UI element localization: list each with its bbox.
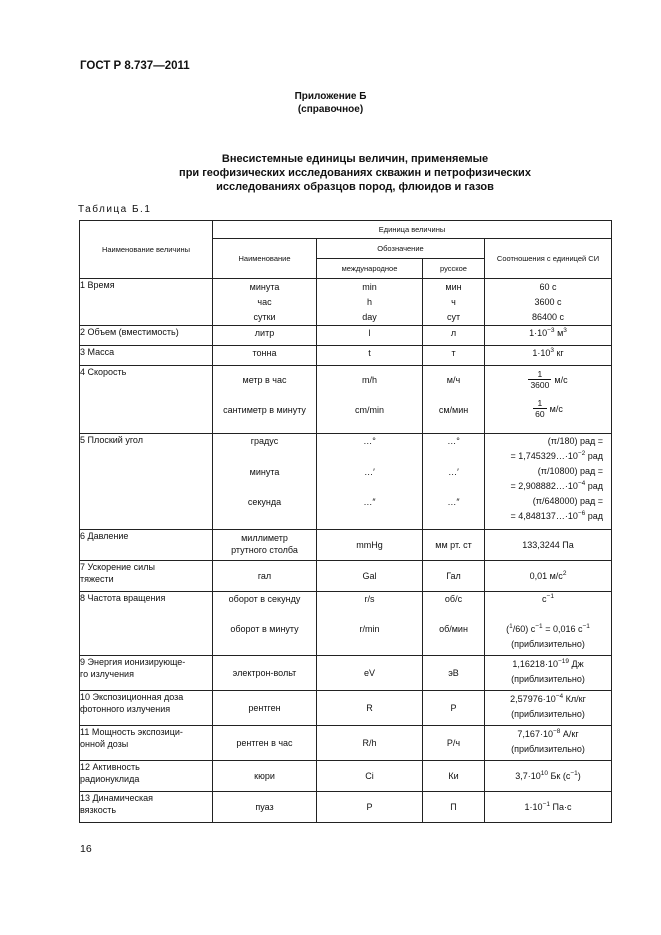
rus-symbol: ч <box>451 297 456 307</box>
unit-name: рентген в час <box>213 726 317 761</box>
rus-symbol: …″ <box>447 497 460 507</box>
unit-name: градус <box>250 436 279 446</box>
rus-symbol: эВ <box>423 656 485 691</box>
si-relation: $\frac{1}{3600}$ м/с <box>530 369 568 390</box>
header-designation: Обозначение <box>317 239 485 259</box>
unit-name: час <box>257 297 272 307</box>
quantity-dynamic-viscosity: 13 Динамическая вязкость <box>80 792 213 823</box>
si-relations <box>485 434 612 530</box>
header-quantity-name: Наименование величины <box>80 221 213 279</box>
intl-symbol: …″ <box>363 497 376 507</box>
intl-symbol: R/h <box>317 726 423 761</box>
quantity-time: 1 Время <box>80 279 213 326</box>
title-line-3: исследованиях образцов пород, флюидов и газов <box>216 181 494 193</box>
si-relation: = $1,745329\dots\cdot 10^{-2}$ рад <box>510 450 604 461</box>
appendix-title: Приложение Б <box>294 91 367 102</box>
rus-symbol: Ки <box>423 761 485 792</box>
si-relation: (π/648000) рад = <box>532 496 604 506</box>
intl-symbol: r/min <box>359 624 380 634</box>
si-relation: $1\cdot 10^{-3}$ $м^3$ <box>485 326 612 346</box>
rus-symbol: …′ <box>448 467 459 477</box>
intl-symbol: h <box>366 297 372 307</box>
unit-name: оборот в минуту <box>230 624 299 634</box>
si-relation: 3600 с <box>534 297 562 307</box>
unit-name: миллиметр ртутного столба <box>213 530 317 561</box>
table-row <box>80 691 612 726</box>
unit-name: метр в час <box>242 375 287 385</box>
intl-symbol: Gal <box>317 561 423 592</box>
units-table <box>79 220 612 823</box>
table-row <box>80 366 612 434</box>
header-si-relation: Соотношения с единицей СИ <box>485 239 612 279</box>
si-relation: $1,16218\cdot 10^{-19}$ Дж (приблизительно) <box>485 656 612 691</box>
quantity-exposure-dose: 10 Экспозиционная доза фотонного излучения <box>80 691 213 726</box>
table-row <box>80 530 612 561</box>
si-relation: 60 с <box>539 282 557 292</box>
unit-name: кюри <box>213 761 317 792</box>
unit-name: рентген <box>213 691 317 726</box>
unit-name: сантиметр в минуту <box>223 405 306 415</box>
si-relation: = $2,908882\dots\cdot 10^{-4}$ рад <box>510 480 604 491</box>
rus-symbol: т <box>423 346 485 366</box>
header-unit-group: Единица величины <box>213 221 612 239</box>
unit-name: литр <box>213 326 317 346</box>
quantity-exposure-dose-rate: 11 Мощность экспозици- онной дозы <box>80 726 213 761</box>
intl-symbol: l <box>317 326 423 346</box>
intl-symbol: m/h <box>361 375 377 385</box>
si-relations <box>485 592 612 656</box>
table-row <box>80 792 612 823</box>
intl-symbols <box>317 592 423 656</box>
intl-symbol: eV <box>317 656 423 691</box>
rus-symbol: м/ч <box>446 375 461 385</box>
header-russian: русское <box>423 259 485 279</box>
intl-symbol: r/s <box>364 594 375 604</box>
rus-symbols <box>423 434 485 530</box>
header-international: международное <box>317 259 423 279</box>
quantity-volume: 2 Объем (вместимость) <box>80 326 213 346</box>
rus-symbol: мин <box>445 282 462 292</box>
quantity-plane-angle: 5 Плоский угол <box>80 434 213 530</box>
si-relation: $\frac{1}{60}$ м/с <box>535 398 563 419</box>
si-relation: $1\cdot 10^3$ кг <box>485 346 612 366</box>
table-row <box>80 656 612 691</box>
si-note: (приблизительно) <box>511 639 585 649</box>
document-title <box>120 152 590 194</box>
rus-symbol: сут <box>446 312 461 322</box>
rus-symbol: об/с <box>444 594 463 604</box>
rus-symbol: мм рт. ст <box>423 530 485 561</box>
intl-symbol: day <box>362 312 377 322</box>
si-relation: (π/10800) рад = <box>537 466 604 476</box>
unit-names <box>213 279 317 326</box>
unit-name: минута <box>249 467 280 477</box>
table-caption: Таблица Б.1 <box>78 204 152 215</box>
unit-name: сутки <box>253 312 276 322</box>
intl-symbol: Ci <box>317 761 423 792</box>
rus-symbol: Р/ч <box>423 726 485 761</box>
standard-code: ГОСТ Р 8.737—2011 <box>80 60 190 72</box>
si-relation: 0,01 $м/с^2$ <box>485 561 612 592</box>
si-relation: $2,57976\cdot 10^{-4}$ Кл/кг (приблизительно) <box>485 691 612 726</box>
si-relation: ($^1$/60) $с^{-1} = 0,016$ $с^{-1}$ <box>506 623 590 634</box>
table-row <box>80 279 612 326</box>
page-number: 16 <box>80 843 92 855</box>
appendix-note: (справочное) <box>297 104 364 115</box>
unit-name: электрон-вольт <box>213 656 317 691</box>
quantity-rotation-frequency: 8 Частота вращения <box>80 592 213 656</box>
intl-symbol: cm/min <box>355 405 384 415</box>
quantity-pressure: 6 Давление <box>80 530 213 561</box>
rus-symbol: Р <box>423 691 485 726</box>
unit-name: секунда <box>247 497 282 507</box>
quantity-ionizing-energy: 9 Энергия ионизирующе- го излучения <box>80 656 213 691</box>
unit-name: минута <box>249 282 280 292</box>
si-relations <box>485 366 612 434</box>
rus-symbol: л <box>423 326 485 346</box>
rus-symbols <box>423 279 485 326</box>
unit-names <box>213 366 317 434</box>
intl-symbol: …′ <box>364 467 375 477</box>
rus-symbol: об/мин <box>439 624 468 634</box>
table-row <box>80 761 612 792</box>
title-line-2: при геофизических исследованиях скважин и петрофизических <box>179 167 531 179</box>
table-row <box>80 346 612 366</box>
unit-names <box>213 592 317 656</box>
intl-symbol: min <box>362 282 377 292</box>
quantity-radionuclide-activity: 12 Активность радионуклида <box>80 761 213 792</box>
intl-symbol: …° <box>363 436 376 446</box>
intl-symbol: P <box>317 792 423 823</box>
title-line-1: Внесистемные единицы величин, применяемые <box>221 153 489 165</box>
intl-symbols <box>317 279 423 326</box>
intl-symbols <box>317 366 423 434</box>
si-relation: $1\cdot 10^{-1}$ Па·с <box>485 792 612 823</box>
si-relations <box>485 279 612 326</box>
header-unit-name: Наименование <box>213 239 317 279</box>
table-row <box>80 592 612 656</box>
quantity-gravity-acceleration: 7 Ускорение силы тяжести <box>80 561 213 592</box>
table-row <box>80 726 612 761</box>
si-relation: $7,167\cdot 10^{-8}$ А/кг (приблизительно) <box>485 726 612 761</box>
si-relation: (π/180) рад = <box>547 436 604 446</box>
table-row <box>80 561 612 592</box>
si-relation: 86400 с <box>532 312 565 322</box>
rus-symbol: …° <box>447 436 460 446</box>
si-relation: 133,3244 Па <box>485 530 612 561</box>
unit-name: оборот в секунду <box>228 594 301 604</box>
unit-name: гал <box>213 561 317 592</box>
si-relation: $с^{-1}$ <box>542 593 554 604</box>
quantity-mass: 3 Масса <box>80 346 213 366</box>
appendix-heading <box>0 90 661 116</box>
si-relation: = $4,848137\dots\cdot 10^{-6}$ рад <box>510 510 604 521</box>
si-relation: $3,7\cdot 10^{10}$ Бк $(с^{-1})$ <box>485 761 612 792</box>
table-row <box>80 326 612 346</box>
unit-name: тонна <box>213 346 317 366</box>
table-row <box>80 434 612 530</box>
unit-names <box>213 434 317 530</box>
intl-symbol: t <box>317 346 423 366</box>
rus-symbol: Гал <box>423 561 485 592</box>
intl-symbol: R <box>317 691 423 726</box>
rus-symbols <box>423 366 485 434</box>
rus-symbol: см/мин <box>438 405 469 415</box>
intl-symbols <box>317 434 423 530</box>
unit-name: пуаз <box>213 792 317 823</box>
quantity-speed: 4 Скорость <box>80 366 213 434</box>
rus-symbols <box>423 592 485 656</box>
rus-symbol: П <box>423 792 485 823</box>
intl-symbol: mmHg <box>317 530 423 561</box>
